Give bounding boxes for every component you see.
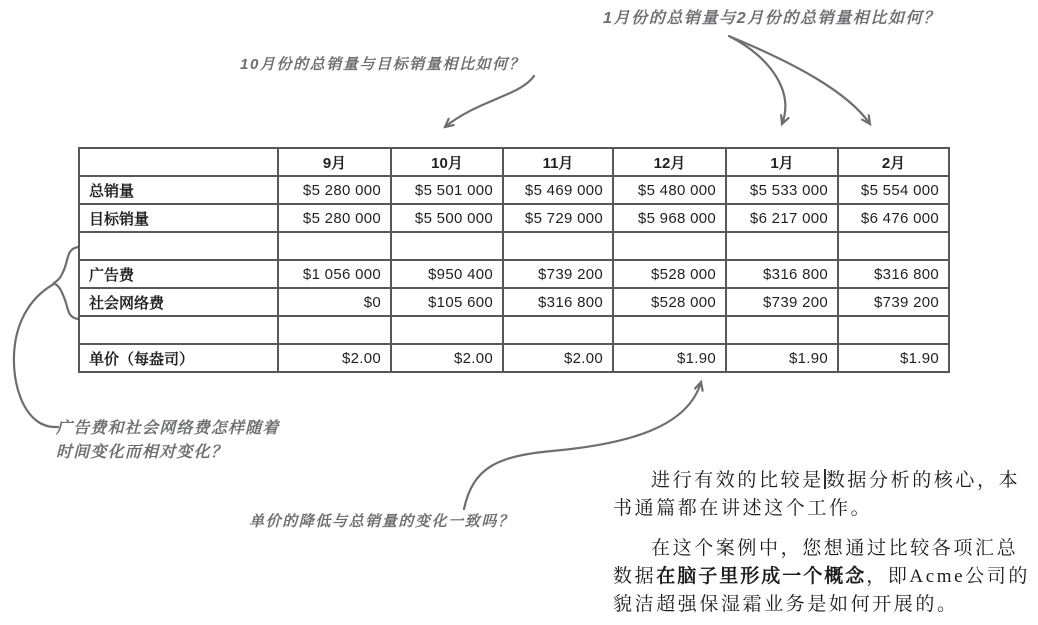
table-cell: $0 [278, 288, 391, 316]
table-cell: $5 469 000 [503, 176, 613, 204]
paragraph-2-line-1: 在这个案例中，您想通过比较各项汇总 [651, 538, 1019, 559]
table-cell: $739 200 [503, 260, 613, 288]
table-row-target-sales [79, 204, 949, 232]
table-cell-empty [726, 316, 838, 344]
annotation-october-vs-target: 10月份的总销量与目标销量相比如何？ [240, 56, 526, 73]
table-row-social-spend [79, 288, 949, 316]
column-header-jan: 1月 [726, 148, 838, 176]
table-cell: $2.00 [278, 344, 391, 372]
table-cell-empty [391, 316, 503, 344]
table-row-total-sales [79, 176, 949, 204]
table-row-unit-price [79, 344, 949, 372]
annotation-jan-vs-feb: 1月份的总销量与2月份的总销量相比如何？ [603, 10, 941, 27]
annotation-line: 广告费和社会网络费怎样随着 [56, 420, 280, 437]
sales-data-table [78, 147, 950, 373]
column-header-dec: 12月 [613, 148, 726, 176]
table-cell-empty [838, 232, 949, 260]
table-cell: $2.00 [391, 344, 503, 372]
table-cell: $5 500 000 [391, 204, 503, 232]
table-cell: $5 729 000 [503, 204, 613, 232]
table-cell-empty [503, 316, 613, 344]
expenses-connector-line [14, 284, 58, 427]
annotation-price-question: 单价的降低与总销量的变化一致吗？ [249, 513, 515, 530]
table-cell: $1.90 [613, 344, 726, 372]
table-cell: $5 480 000 [613, 176, 726, 204]
column-header-oct: 10月 [391, 148, 503, 176]
row-label: 单价（每盎司） [79, 344, 278, 372]
table-cell: $1.90 [838, 344, 949, 372]
expenses-brace-icon [54, 247, 78, 319]
column-header-sep: 9月 [278, 148, 391, 176]
paragraph-2-line-3: 貌洁超强保湿霜业务是如何开展的。 [613, 594, 959, 615]
arrow-to-october-icon [445, 76, 534, 127]
table-corner-cell [79, 148, 278, 176]
paragraph-2-line-2 [613, 563, 1038, 591]
table-cell: $528 000 [613, 288, 726, 316]
table-cell-empty [726, 232, 838, 260]
annotation-expenses-question [56, 417, 280, 465]
table-cell: $1 056 000 [278, 260, 391, 288]
table-cell: $5 501 000 [391, 176, 503, 204]
paragraph-text: 进行有效的比较是 [651, 470, 824, 491]
table-cell: $5 554 000 [838, 176, 949, 204]
row-label: 总销量 [79, 176, 278, 204]
table-cell-empty [278, 232, 391, 260]
row-label: 广告费 [79, 260, 278, 288]
table-cell: $5 533 000 [726, 176, 838, 204]
paragraph-1-line-1 [613, 467, 1038, 495]
table-cell: $528 000 [613, 260, 726, 288]
table-cell: $6 476 000 [838, 204, 949, 232]
emphasized-text: 在脑子里形成一个概念 [656, 566, 867, 587]
table-cell: $6 217 000 [726, 204, 838, 232]
paragraph-text: ，即Acme公司的 [866, 566, 1030, 587]
row-label: 社会网络费 [79, 288, 278, 316]
table-cell: $316 800 [838, 260, 949, 288]
column-header-nov: 11月 [503, 148, 613, 176]
table-cell-empty [391, 232, 503, 260]
table-cell-empty [278, 316, 391, 344]
table-row-ad-spend [79, 260, 949, 288]
arrow-to-january-icon [729, 36, 785, 124]
table-cell-empty [503, 232, 613, 260]
table-row-spacer [79, 316, 949, 344]
table-cell-empty [613, 232, 726, 260]
table-cell: $5 280 000 [278, 176, 391, 204]
paragraph-text: 数据 [613, 566, 657, 587]
table-cell: $739 200 [838, 288, 949, 316]
table-cell-empty [79, 232, 278, 260]
table-cell: $5 968 000 [613, 204, 726, 232]
table-cell: $739 200 [726, 288, 838, 316]
arrow-to-february-icon [731, 37, 870, 124]
table-cell-empty [838, 316, 949, 344]
table-cell: $2.00 [503, 344, 613, 372]
paragraph-1-line-2: 书通篇都在讲述这个工作。 [613, 498, 873, 519]
table-cell: $1.90 [726, 344, 838, 372]
column-header-feb: 2月 [838, 148, 949, 176]
body-text [613, 467, 1038, 619]
annotation-line: 时间变化而相对变化？ [56, 444, 229, 461]
table-cell-empty [79, 316, 278, 344]
table-cell: $950 400 [391, 260, 503, 288]
table-cell: $5 280 000 [278, 204, 391, 232]
row-label: 目标销量 [79, 204, 278, 232]
table-cell-empty [613, 316, 726, 344]
table-cell: $316 800 [503, 288, 613, 316]
table-cell: $105 600 [391, 288, 503, 316]
table-row-spacer [79, 232, 949, 260]
paragraph-text: 数据分析的核心，本 [825, 470, 1021, 491]
table-header-row [79, 148, 949, 176]
table-cell: $316 800 [726, 260, 838, 288]
